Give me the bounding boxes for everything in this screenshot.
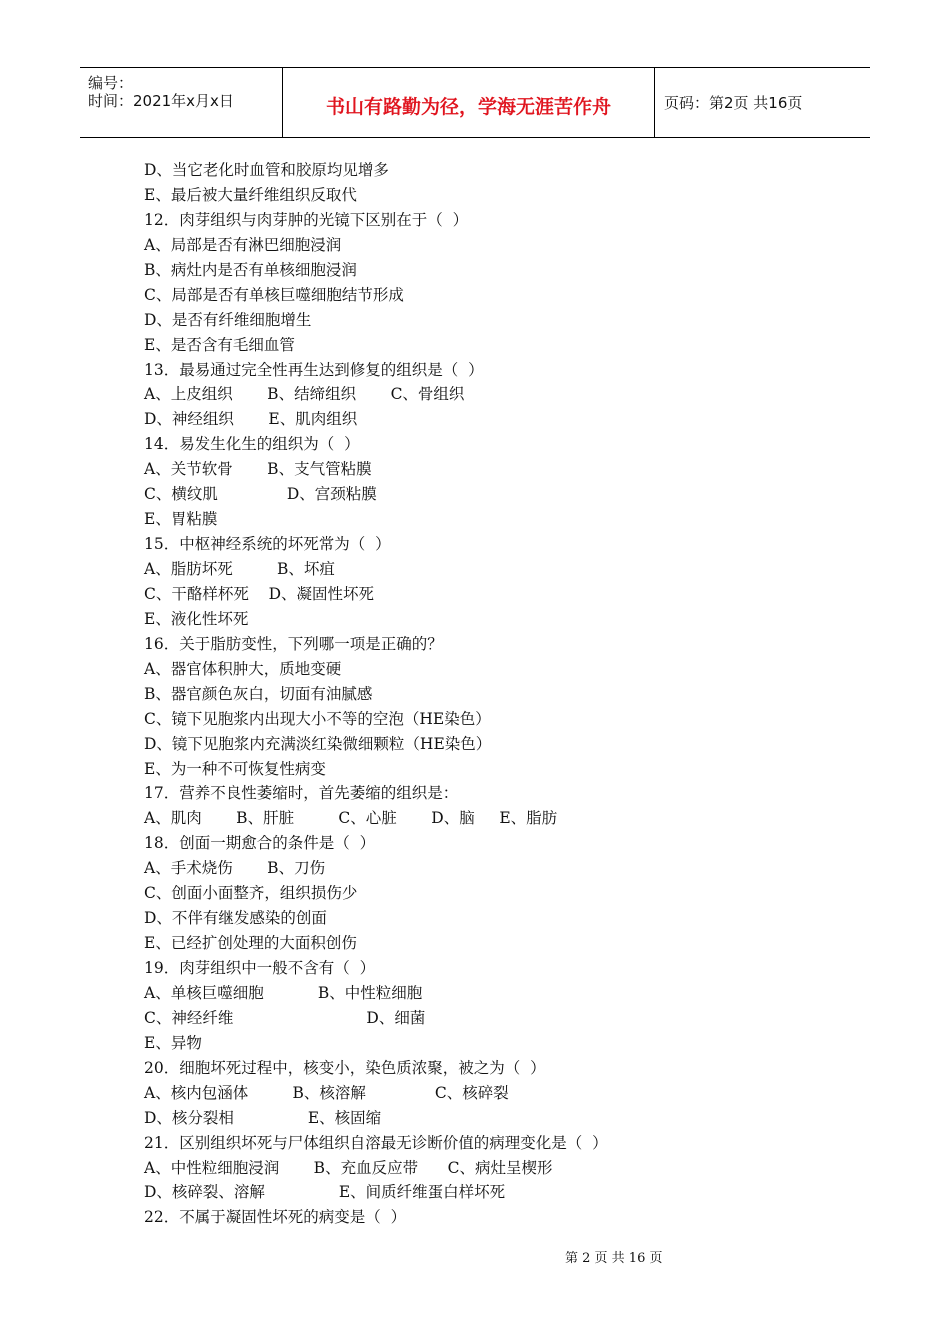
question-stem: 14．易发生化生的组织为（ ） — [144, 435, 360, 454]
answer-option: A、核内包涵体 B、核溶解 C、核碎裂 — [144, 1083, 509, 1102]
answer-option: E、已经扩创处理的大面积创伤 — [144, 934, 357, 953]
page-footer — [0, 1247, 950, 1277]
answer-option: D、是否有纤维细胞增生 — [144, 310, 312, 329]
answer-option: A、局部是否有淋巴细胞浸润 — [144, 235, 342, 254]
answer-option: C、创面小面整齐，组织损伤少 — [144, 884, 358, 903]
question-stem: 19．肉芽组织中一般不含有（ ） — [144, 959, 376, 977]
header-motto-cell — [282, 68, 655, 137]
question-list — [144, 158, 834, 1230]
question-stem: 16．关于脂肪变性，下列哪一项是正确的？ — [144, 634, 443, 653]
answer-option: D、神经组织 E、肌肉组织 — [144, 410, 358, 429]
answer-option: A、上皮组织 B、结缔组织 C、骨组织 — [144, 385, 465, 404]
answer-option: A、手术烧伤 B、刀伤 — [144, 859, 326, 878]
page-info: 页码：第2页 共16页 — [664, 94, 803, 112]
question-stem: 22．不属于凝固性坏死的病变是（ ） — [144, 1208, 407, 1227]
question-stem: 17．营养不良性萎缩时，首先萎缩的组织是： — [144, 784, 459, 803]
header-table — [80, 67, 870, 138]
question-stem: 12．肉芽组织与肉芽肿的光镜下区别在于（ ） — [144, 210, 469, 229]
question-stem: 18．创面一期愈合的条件是（ ） — [144, 834, 376, 853]
answer-option: E、是否含有毛细血管 — [144, 335, 295, 354]
answer-option: A、关节软骨 B、支气管粘膜 — [144, 460, 372, 479]
answer-option: E、胃粘膜 — [144, 510, 218, 529]
question-stem: 21．区别组织坏死与尸体组织自溶最无诊断价值的病理变化是（ ） — [144, 1133, 608, 1152]
answer-option: E、最后被大量纤维组织反取代 — [144, 185, 357, 204]
document-number-label: 编号： — [88, 74, 134, 92]
answer-option: E、异物 — [144, 1033, 202, 1052]
answer-option: C、横纹肌 D、宫颈粘膜 — [144, 485, 377, 504]
answer-option: E、液化性坏死 — [144, 609, 249, 628]
motto-text: 书山有路勤为径，学海无涯苦作舟 — [325, 96, 611, 118]
answer-option: A、器官体积肿大，质地变硬 — [144, 659, 342, 678]
answer-option: A、单核巨噬细胞 B、中性粒细胞 — [144, 983, 423, 1002]
header-meta-cell — [80, 68, 282, 137]
answer-option: C、局部是否有单核巨噬细胞结节形成 — [144, 285, 404, 304]
footer-page-number: 第 2 页 共 16 页 — [565, 1251, 663, 1266]
question-stem: 15．中枢神经系统的坏死常为（ ） — [144, 535, 391, 554]
answer-option: D、核碎裂、溶解 E、间质纤维蛋白样坏死 — [144, 1183, 506, 1202]
answer-option: D、核分裂相 E、核固缩 — [144, 1108, 382, 1127]
answer-option: A、肌肉 B、肝脏 C、心脏 D、脑 E、脂肪 — [144, 809, 558, 828]
answer-option: D、镜下见胞浆内充满淡红染微细颗粒（HE染色） — [144, 734, 492, 753]
answer-option: A、脂肪坏死 B、坏疽 — [144, 560, 335, 578]
answer-option: C、镜下见胞浆内出现大小不等的空泡（HE染色） — [144, 709, 491, 728]
answer-option: B、病灶内是否有单核细胞浸润 — [144, 260, 357, 279]
answer-option: D、不伴有继发感染的创面 — [144, 909, 327, 928]
header-page-cell — [654, 68, 870, 137]
answer-option: E、为一种不可恢复性病变 — [144, 759, 326, 778]
answer-option: C、神经纤维 D、细菌 — [144, 1008, 426, 1027]
answer-option: B、器官颜色灰白，切面有油腻感 — [144, 684, 373, 703]
answer-option: A、中性粒细胞浸润 B、充血反应带 C、病灶呈楔形 — [144, 1158, 553, 1177]
answer-option: C、干酪样杯死 D、凝固性坏死 — [144, 584, 374, 603]
question-stem: 13．最易通过完全性再生达到修复的组织是（ ） — [144, 360, 484, 379]
document-date-label: 时间：2021年x月x日 — [88, 92, 234, 110]
answer-option: D、当它老化时血管和胶原均见增多 — [144, 161, 389, 179]
question-stem: 20．细胞坏死过程中，核变小，染色质浓聚，被之为（ ） — [144, 1058, 546, 1077]
